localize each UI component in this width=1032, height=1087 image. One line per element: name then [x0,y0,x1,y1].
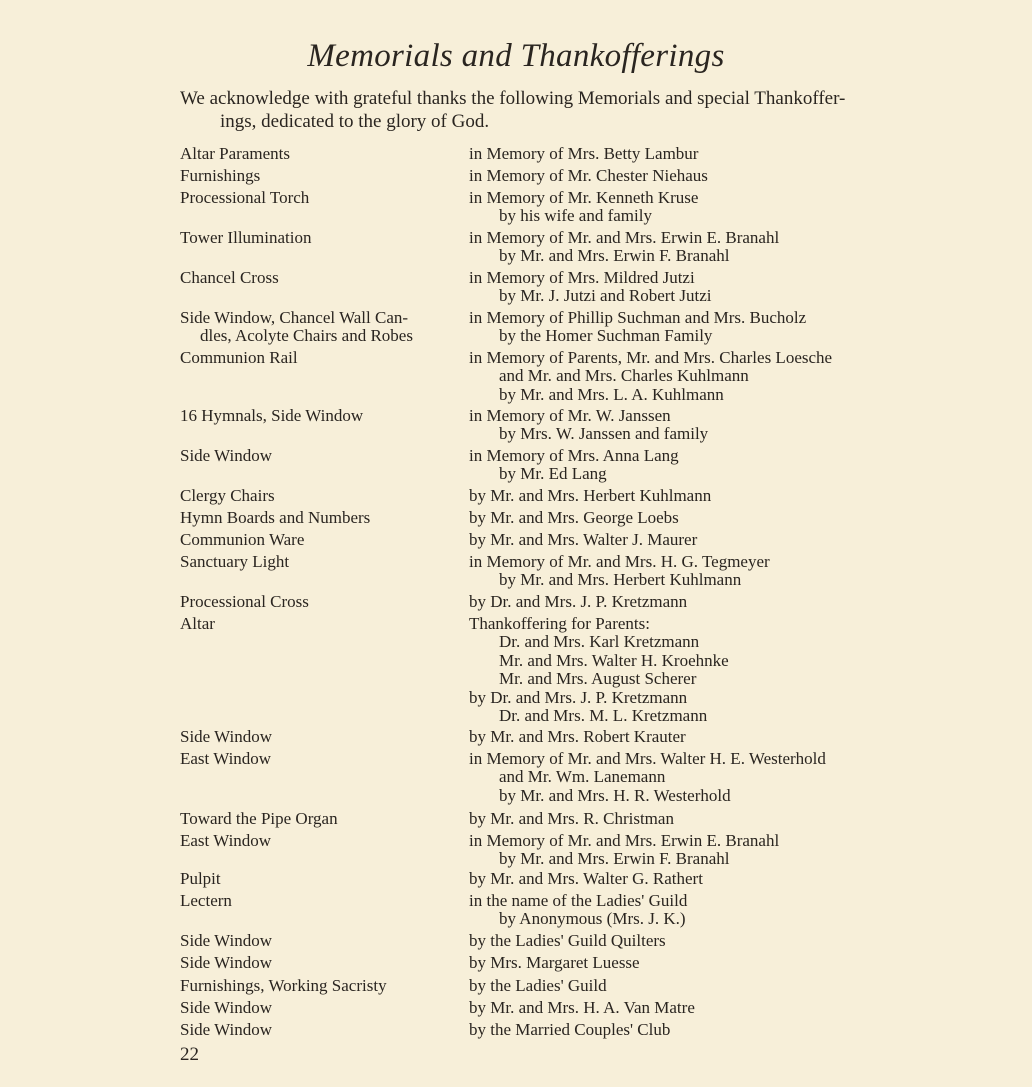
memorial-donor-line: in Memory of Mrs. Mildred Jutzi [469,268,695,287]
memorial-item-line: Side Window [180,931,273,950]
memorial-item [180,1021,455,1039]
memorial-item-line: Processional Cross [180,592,309,611]
memorial-item [180,892,455,910]
memorial-donor [469,229,919,266]
memorial-donor-line: in Memory of Mr. and Mrs. Erwin E. Branahl [469,831,780,850]
memorial-item [180,309,455,346]
memorial-item [180,932,455,950]
memorial-item-line: Processional Torch [180,188,310,207]
memorial-donor [469,892,919,929]
memorial-donor-line: in Memory of Mrs. Betty Lambur [469,144,699,163]
page-title: Memorials and Thankofferings [307,38,725,74]
memorial-item-line: 16 Hymnals, Side Window [180,406,364,425]
memorial-item-line: Communion Rail [180,348,298,367]
memorial-donor-line: by Mr. and Mrs. H. R. Westerhold [499,785,731,805]
memorial-donor-line: and Mr. Wm. Lanemann [499,767,666,787]
memorial-item [180,531,455,549]
memorial-item-line: Side Window [180,953,273,972]
memorial-item-line: Chancel Cross [180,268,279,287]
memorial-item [180,269,455,287]
memorial-donor [469,407,919,444]
memorial-item-line: Pulpit [180,869,221,888]
memorial-item [180,810,455,828]
memorial-item-line: Toward the Pipe Organ [180,809,338,828]
memorial-donor-line: Dr. and Mrs. Karl Kretzmann [499,632,700,652]
intro-paragraph [180,87,910,133]
memorial-donor-line: by Mr. and Mrs. Walter G. Rathert [469,869,703,888]
memorial-item [180,593,455,611]
memorial-donor-line: by the Married Couples' Club [469,1020,671,1039]
memorial-donor [469,832,919,869]
memorial-item-line: Lectern [180,891,232,910]
memorial-item-line: dles, Acolyte Chairs and Robes [200,326,413,346]
memorial-donor [469,167,919,185]
memorial-item [180,189,455,207]
memorial-item [180,145,455,163]
intro-line-1: We acknowledge with grateful thanks the following Memorials and special Thankoffer- [180,88,846,109]
memorial-donor [469,1021,919,1039]
memorial-item [180,832,455,850]
memorial-item-line: Clergy Chairs [180,486,275,505]
memorial-donor [469,349,919,404]
memorial-item [180,870,455,888]
memorial-donor [469,977,919,995]
memorial-donor [469,954,919,972]
memorial-donor [469,553,919,590]
memorial-item-line: Altar Paraments [180,144,290,163]
memorial-donor-line: in the name of the Ladies' Guild [469,891,688,910]
memorial-donor-line: by Mr. and Mrs. Herbert Kuhlmann [469,486,712,505]
memorial-donor-line: by Mr. and Mrs. George Loebs [469,508,679,527]
memorial-item-line: Side Window [180,998,273,1017]
memorial-item-line: Furnishings, Working Sacristy [180,976,387,995]
memorial-item-line: Side Window, Chancel Wall Can- [180,308,409,327]
memorial-item-line: East Window [180,749,272,768]
memorial-donor-line: Mr. and Mrs. August Scherer [499,669,697,689]
memorial-donor [469,932,919,950]
memorial-donor [469,509,919,527]
memorial-item-line: Furnishings [180,166,261,185]
memorial-donor [469,593,919,611]
memorial-donor-line: by Mr. Ed Lang [499,464,607,484]
memorial-item [180,615,455,633]
memorial-item [180,954,455,972]
memorial-donor-line: by Mr. J. Jutzi and Robert Jutzi [499,286,712,306]
memorial-donor-line: by Mrs. W. Janssen and family [499,424,709,444]
memorial-donor-line: by Mr. and Mrs. R. Christman [469,809,674,828]
memorial-donor-line: in Memory of Mrs. Anna Lang [469,446,679,465]
memorial-item [180,407,455,425]
memorial-item [180,509,455,527]
memorial-item [180,728,455,746]
memorial-donor-line: by Anonymous (Mrs. J. K.) [499,909,686,929]
memorial-donor-line: by the Ladies' Guild Quilters [469,931,666,950]
memorial-donor-line: by Mr. and Mrs. Herbert Kuhlmann [499,570,742,590]
memorial-donor [469,615,919,725]
memorial-item [180,977,455,995]
memorial-item [180,553,455,571]
memorial-donor-line: Thankoffering for Parents: [469,614,650,633]
memorial-item [180,167,455,185]
memorial-item [180,999,455,1017]
memorial-donor [469,447,919,484]
memorial-item [180,487,455,505]
memorial-donor-line: by Mr. and Mrs. H. A. Van Matre [469,998,695,1017]
memorial-donor-line: in Memory of Phillip Suchman and Mrs. Bucholz [469,308,807,327]
intro-line-2: ings, dedicated to the glory of God. [220,111,490,132]
memorial-donor [469,750,919,805]
memorial-donor-line: by the Homer Suchman Family [499,326,713,346]
memorial-item-line: East Window [180,831,272,850]
memorial-donor [469,145,919,163]
memorial-item [180,447,455,465]
memorial-donor-line: in Memory of Mr. and Mrs. H. G. Tegmeyer [469,552,770,571]
memorial-donor [469,487,919,505]
memorial-item-line: Hymn Boards and Numbers [180,508,371,527]
memorial-item-line: Sanctuary Light [180,552,290,571]
memorial-donor-line: in Memory of Mr. and Mrs. Erwin E. Branahl [469,228,780,247]
memorial-donor [469,189,919,226]
memorial-donor-line: by Mr. and Mrs. L. A. Kuhlmann [499,384,724,404]
memorial-donor [469,870,919,888]
memorial-donor [469,531,919,549]
memorial-donor-line: by the Ladies' Guild [469,976,607,995]
memorial-donor-line: in Memory of Mr. Chester Niehaus [469,166,708,185]
memorial-item-line: Tower Illumination [180,228,312,247]
memorial-donor-line: by his wife and family [499,206,652,226]
memorial-donor-line: Mr. and Mrs. Walter H. Kroehnke [499,650,729,670]
memorial-item [180,349,455,367]
memorial-item-line: Side Window [180,727,273,746]
memorial-donor-line: by Mr. and Mrs. Erwin F. Branahl [499,246,730,266]
memorial-donor [469,810,919,828]
memorial-donor-line: by Mr. and Mrs. Erwin F. Branahl [499,849,730,869]
page-number: 22 [180,1044,199,1065]
memorial-item [180,229,455,247]
memorial-donor [469,269,919,306]
memorial-donor-line: by Mr. and Mrs. Walter J. Maurer [469,530,698,549]
memorial-donor-line: in Memory of Mr. and Mrs. Walter H. E. Westerhold [469,749,826,768]
memorial-donor-line: by Dr. and Mrs. J. P. Kretzmann [469,592,688,611]
memorial-donor-line: by Mr. and Mrs. Robert Krauter [469,727,686,746]
memorial-donor-line: in Memory of Parents, Mr. and Mrs. Charles Loesche [469,348,833,367]
memorial-item-line: Altar [180,614,215,633]
memorial-donor-line: by Mrs. Margaret Luesse [469,953,640,972]
memorial-donor-line: by Dr. and Mrs. J. P. Kretzmann [469,687,688,707]
memorial-donor-line: in Memory of Mr. W. Janssen [469,406,671,425]
memorial-item-line: Side Window [180,446,273,465]
memorial-donor-line: and Mr. and Mrs. Charles Kuhlmann [499,366,749,386]
memorial-donor-line: in Memory of Mr. Kenneth Kruse [469,188,699,207]
memorial-item [180,750,455,768]
memorial-donor [469,999,919,1017]
memorial-donor [469,309,919,346]
memorial-item-line: Side Window [180,1020,273,1039]
memorial-item-line: Communion Ware [180,530,305,549]
memorial-donor [469,728,919,746]
memorial-donor-line: Dr. and Mrs. M. L. Kretzmann [499,706,708,726]
